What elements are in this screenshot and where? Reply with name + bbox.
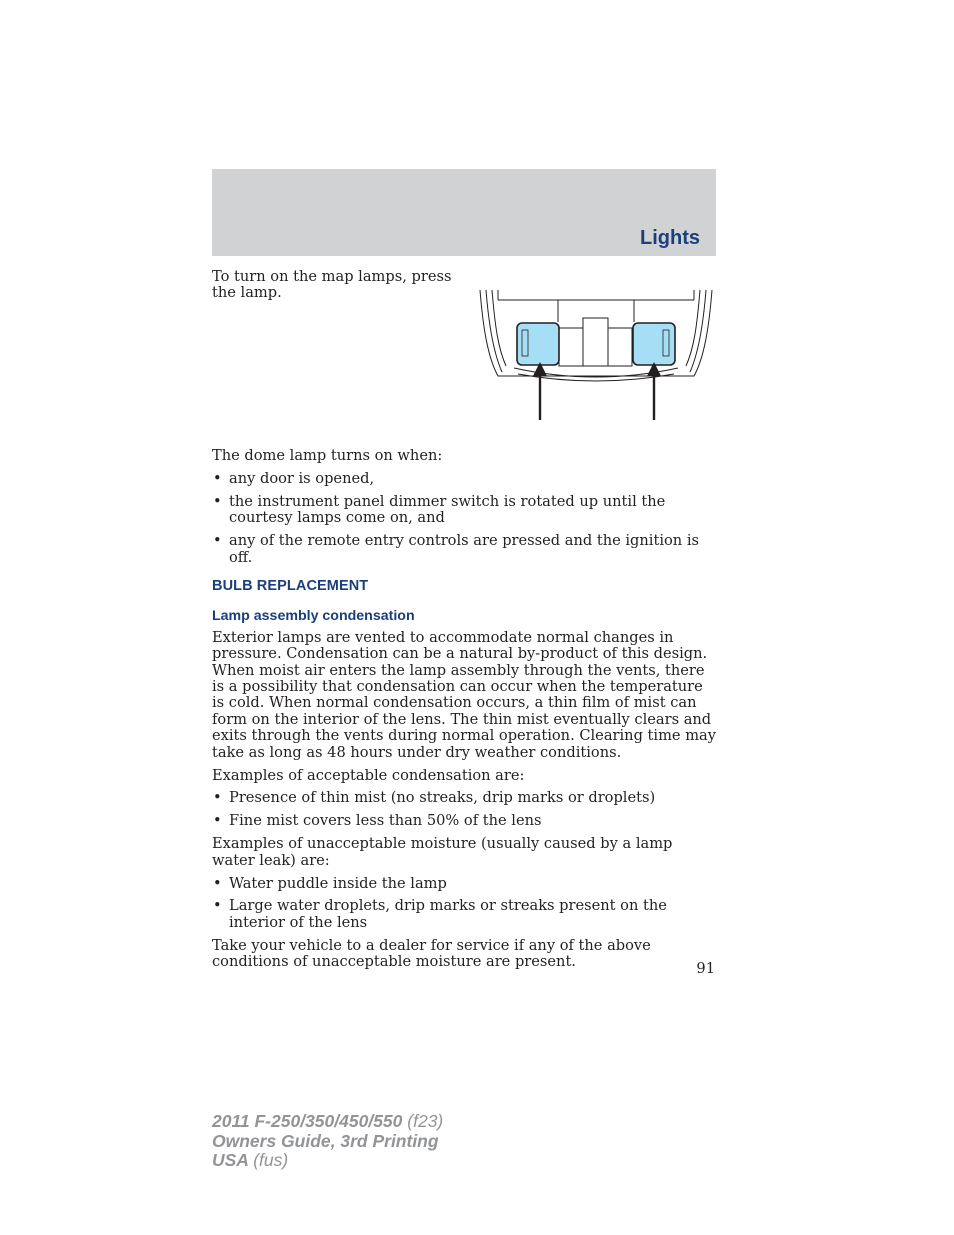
list-item: • Fine mist covers less than 50% of the lens: [212, 813, 718, 829]
right-arrow-icon: [647, 362, 661, 420]
section-header-band: [212, 169, 716, 256]
unacceptable-list: [212, 876, 718, 932]
list-item: • Water puddle inside the lamp: [212, 876, 718, 892]
closing-paragraph: Take your vehicle to a dealer for service if any of the above conditions of unacceptable moisture are present.: [212, 936, 651, 971]
footer-market-code: (fus): [253, 1150, 289, 1170]
acceptable-list: [212, 790, 718, 829]
section-title: Lights: [640, 227, 700, 249]
list-item: • Large water droplets, drip marks or streaks present on the interior of the lens: [212, 898, 718, 931]
subsection-heading: Lamp assembly condensation: [212, 608, 415, 625]
main-content: [212, 448, 718, 977]
document-footer: [212, 1112, 443, 1171]
section-heading: BULB REPLACEMENT: [212, 577, 369, 594]
overhead-map-lamp-illustration: [478, 288, 714, 422]
list-item: • any of the remote entry controls are pressed and the ignition is off.: [212, 533, 718, 566]
footer-line-2: Owners Guide, 3rd Printing: [212, 1130, 439, 1151]
dome-lamp-lead: The dome lamp turns on when:: [212, 447, 443, 464]
footer-market: USA: [212, 1150, 249, 1170]
dome-lamp-conditions: [212, 471, 718, 566]
footer-line-1: [212, 1112, 443, 1132]
condensation-paragraph: Exterior lamps are vented to accommodate normal changes in pressure. Condensation can be a natural by-product of this design. When moist air enters the lamp assembly through the vents, there is a possibility that condensation can occur when the temperature is cold. When normal condensation occurs, a thin film of mist can form on the interior of the lens. The thin mist eventually clears and exits through the vents during normal operation. Clearing time may take as long as 48 hours under dry weather conditions.: [212, 628, 716, 761]
footer-line-3: [212, 1151, 443, 1171]
footer-model-code: (f23): [407, 1111, 444, 1131]
acceptable-lead: Examples of acceptable condensation are:: [212, 766, 525, 784]
list-item: • any door is opened,: [212, 471, 718, 487]
left-map-lamp-lens: [517, 323, 559, 365]
list-item: • Presence of thin mist (no streaks, drip marks or droplets): [212, 790, 718, 806]
left-arrow-icon: [533, 362, 547, 420]
unacceptable-lead: Examples of unacceptable moisture (usually caused by a lamp water leak) are:: [212, 835, 673, 869]
map-lamp-instruction: To turn on the map lamps, press the lamp.: [212, 268, 452, 302]
page-number: 91: [696, 960, 715, 977]
footer-model: 2011 F-250/350/450/550: [212, 1111, 403, 1131]
list-item: • the instrument panel dimmer switch is rotated up until the courtesy lamps come on, and: [212, 494, 718, 527]
